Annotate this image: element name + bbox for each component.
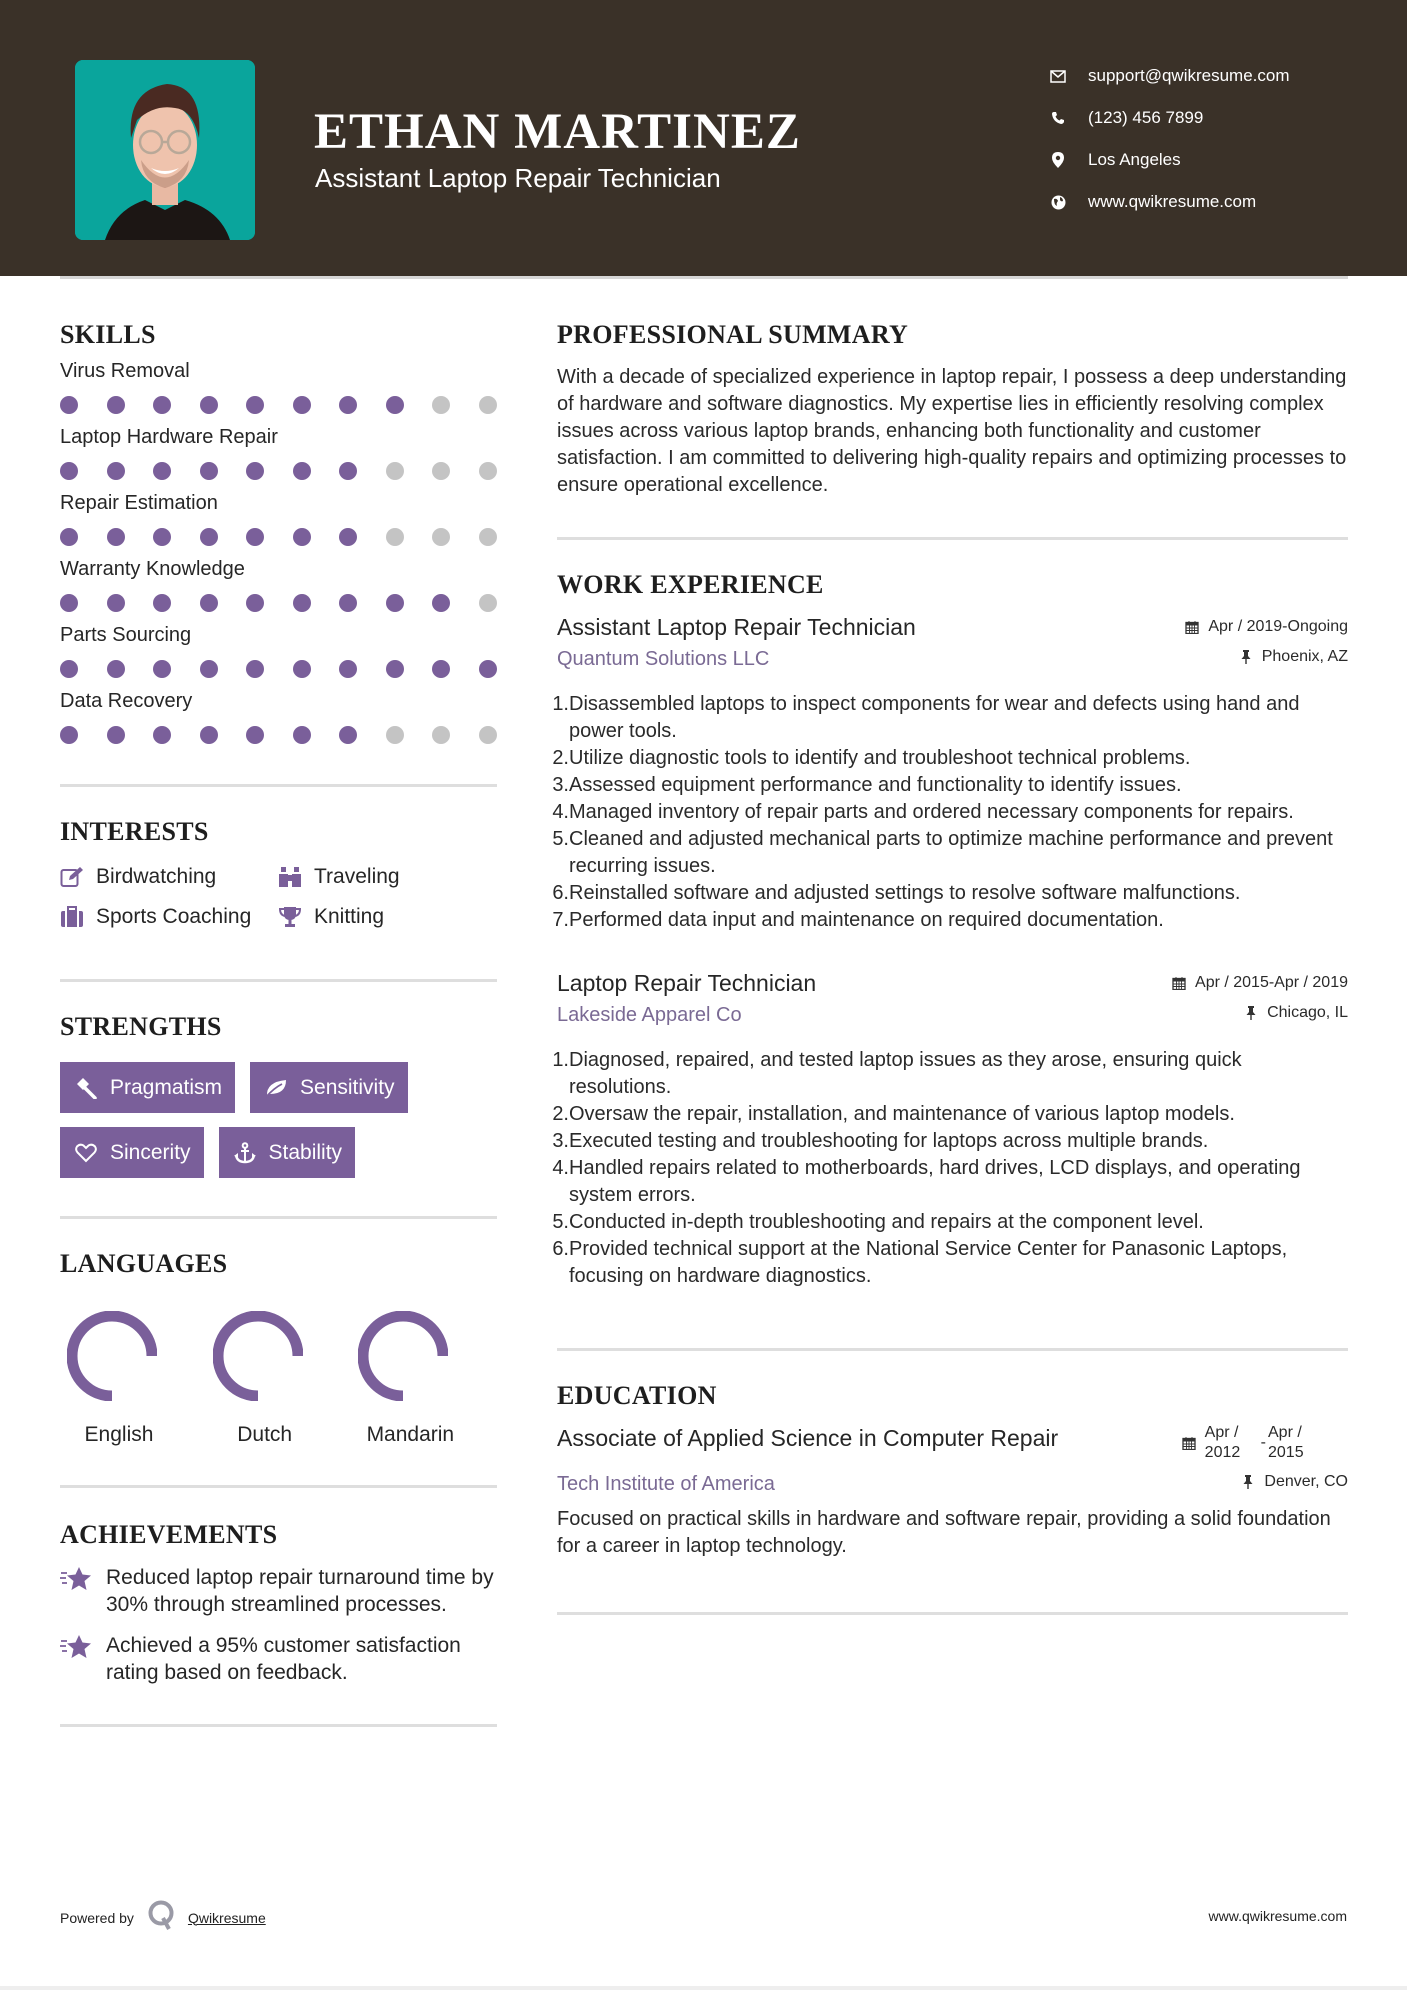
- language-label: Dutch: [237, 1423, 293, 1446]
- job-location-text: Phoenix, AZ: [1261, 648, 1348, 665]
- gavel-icon: [74, 1076, 98, 1100]
- qwikresume-logo-icon: [148, 1900, 176, 1935]
- candidate-title: Assistant Laptop Repair Technician: [315, 163, 721, 193]
- pushpin-icon: [1240, 1474, 1256, 1490]
- qwikresume-link[interactable]: Qwikresume: [187, 1909, 266, 1926]
- skills-section: [60, 320, 497, 744]
- bullet-item: 1. Diagnosed, repaired, and tested laptop issues as they arose, ensuring quick resolutions.: [552, 1049, 1242, 1098]
- rating-dot-filled: [293, 396, 311, 414]
- company-name: Quantum Solutions LLC: [557, 648, 770, 670]
- calendar-icon: [1184, 619, 1200, 635]
- bullet-item: 1. Disassembled laptops to inspect components for wear and defects using hand and power tools.: [552, 693, 1300, 742]
- rating-dot-filled: [293, 594, 311, 612]
- language-label: English: [84, 1423, 154, 1446]
- rating-dot-filled: [153, 594, 171, 612]
- resume-header: [0, 0, 1407, 276]
- strengths-list: [60, 1062, 497, 1178]
- right-column: [552, 320, 1348, 1615]
- rating-dot-filled: [153, 462, 171, 480]
- skill-item: [60, 426, 497, 480]
- contact-phone[interactable]: [1050, 97, 1290, 139]
- education-description: Focused on practical skills in hardware and software repair, providing a solid foundation for a career in laptop technology.: [557, 1508, 1331, 1557]
- language-label: Mandarin: [366, 1423, 455, 1446]
- achievement-text: Achieved a 95% customer satisfaction rating based on feedback.: [106, 1634, 461, 1684]
- rating-dot-filled: [339, 660, 357, 678]
- rating-dot-filled: [246, 726, 264, 744]
- leaf-icon: [264, 1076, 288, 1100]
- rating-dot-filled: [339, 726, 357, 744]
- powered-by-label: Powered by: [60, 1909, 134, 1926]
- languages-section: [60, 1249, 497, 1447]
- rating-dot-filled: [479, 660, 497, 678]
- skill-rating: [60, 528, 497, 546]
- job-title: Laptop Repair Technician: [557, 970, 817, 996]
- rating-dot-filled: [246, 396, 264, 414]
- calendar-icon: [1181, 1435, 1197, 1451]
- job-header: [557, 612, 1348, 642]
- rating-dot-empty: [479, 462, 497, 480]
- rating-dot-filled: [293, 528, 311, 546]
- education-location: [1240, 1473, 1348, 1491]
- rating-dot-filled: [246, 462, 264, 480]
- education-location-text: Denver, CO: [1264, 1473, 1348, 1490]
- header-divider: [60, 276, 1348, 279]
- bullet-item: 4. Managed inventory of repair parts and ordered necessary components for repairs.: [552, 801, 1294, 823]
- rating-dot-filled: [293, 462, 311, 480]
- contact-location: [1050, 139, 1290, 181]
- skill-rating: [60, 594, 497, 612]
- languages-list: [60, 1311, 497, 1447]
- rating-dot-filled: [60, 660, 78, 678]
- languages-heading: LANGUAGES: [60, 1249, 228, 1278]
- job-dates: [1184, 618, 1348, 636]
- globe-icon: [1050, 194, 1066, 210]
- bullet-item: 6. Provided technical support at the National Service Center for Panasonic Laptops, focusing on hardware diagnostics.: [552, 1238, 1288, 1287]
- summary-text: With a decade of specialized experience in laptop repair, I possess a deep understanding of hardware and software diagnostics. My expertise lies in efficiently resolving complex issues across various laptop brands, enhancing both functionality and customer satisfaction. I am committed to delivering high-quality repairs and optimizing processes to ensure operational excellence.: [557, 366, 1347, 496]
- rating-dot-filled: [386, 660, 404, 678]
- rating-dot-filled: [153, 528, 171, 546]
- left-column: [60, 320, 497, 1727]
- rating-dot-filled: [107, 660, 125, 678]
- education-subheader: [557, 1473, 1348, 1496]
- bullet-item: 3. Executed testing and troubleshooting for laptops across multiple brands.: [552, 1130, 1209, 1152]
- rating-dot-filled: [246, 594, 264, 612]
- location-text: Los Angeles: [1088, 150, 1181, 169]
- strength-label: Pragmatism: [110, 1075, 223, 1099]
- job-subheader: [557, 1004, 1348, 1027]
- skill-rating: [60, 660, 497, 678]
- progress-ring-icon: [67, 1311, 157, 1401]
- education-heading: EDUCATION: [557, 1381, 717, 1410]
- rating-dot-filled: [107, 726, 125, 744]
- edit-icon: [60, 865, 86, 889]
- rating-dot-filled: [60, 528, 78, 546]
- language-item: [60, 1311, 206, 1447]
- education-end: Apr / 2015: [1268, 1424, 1304, 1461]
- bullet-item: 3. Assessed equipment performance and functionality to identify issues.: [552, 774, 1182, 796]
- rating-dot-empty: [432, 396, 450, 414]
- binoculars-icon: [278, 865, 304, 889]
- skill-item: [60, 360, 497, 414]
- bullet-item: 5. Conducted in-depth troubleshooting and repairs at the component level.: [552, 1211, 1204, 1233]
- rating-dot-filled: [200, 594, 218, 612]
- skill-item: [60, 624, 497, 678]
- strength-label: Sincerity: [110, 1140, 191, 1164]
- contact-list: [1050, 55, 1290, 223]
- rating-dot-filled: [432, 660, 450, 678]
- interests-list: [60, 865, 497, 929]
- phone-icon: [1050, 110, 1066, 126]
- job-dates-text: Apr / 2015-Apr / 2019: [1195, 974, 1348, 991]
- footer-website-link[interactable]: www.qwikresume.com: [1208, 1908, 1347, 1924]
- interest-label: Traveling: [314, 865, 400, 888]
- website-text: www.qwikresume.com: [1088, 192, 1257, 211]
- interests-heading: INTERESTS: [60, 817, 209, 846]
- rating-dot-empty: [432, 726, 450, 744]
- contact-email[interactable]: [1050, 55, 1290, 97]
- skills-heading: SKILLS: [60, 320, 156, 349]
- interests-section: [60, 817, 497, 929]
- achievements-heading: ACHIEVEMENTS: [60, 1520, 278, 1549]
- rating-dot-filled: [339, 396, 357, 414]
- pushpin-icon: [1243, 1005, 1259, 1021]
- rating-dot-filled: [60, 594, 78, 612]
- degree-title: Associate of Applied Science in Computer Repair: [557, 1425, 1059, 1451]
- section-divider: [557, 1612, 1348, 1615]
- interest-label: Knitting: [314, 905, 385, 928]
- progress-ring-icon: [213, 1311, 303, 1401]
- rating-dot-filled: [339, 462, 357, 480]
- strengths-section: [60, 1012, 497, 1178]
- candidate-name: ETHAN MARTINEZ: [314, 104, 801, 160]
- skill-label: Laptop Hardware Repair: [60, 426, 278, 448]
- skill-label: Parts Sourcing: [60, 624, 192, 646]
- rating-dot-filled: [200, 462, 218, 480]
- rating-dot-empty: [386, 528, 404, 546]
- rating-dot-empty: [479, 594, 497, 612]
- trophy-icon: [278, 905, 304, 929]
- heart-icon: [74, 1141, 98, 1165]
- company-name: Lakeside Apparel Co: [557, 1004, 742, 1026]
- rating-dot-empty: [386, 462, 404, 480]
- job-bullets: [552, 1047, 1348, 1290]
- skill-label: Warranty Knowledge: [60, 558, 245, 580]
- rating-dot-filled: [432, 594, 450, 612]
- person-photo-icon: [75, 60, 255, 240]
- school-name: Tech Institute of America: [557, 1473, 775, 1495]
- skill-label: Repair Estimation: [60, 492, 218, 514]
- job-location-text: Chicago, IL: [1267, 1004, 1348, 1021]
- section-divider: [60, 1485, 497, 1488]
- achievement-item: [60, 1564, 497, 1618]
- section-divider: [60, 1216, 497, 1219]
- rating-dot-empty: [479, 726, 497, 744]
- rating-dot-filled: [107, 594, 125, 612]
- anchor-icon: [233, 1141, 257, 1165]
- job-title: Assistant Laptop Repair Technician: [557, 614, 916, 640]
- section-divider: [60, 979, 497, 982]
- skill-label: Data Recovery: [60, 690, 193, 712]
- pushpin-icon: [1238, 649, 1254, 665]
- rating-dot-filled: [60, 396, 78, 414]
- star-icon: [60, 1566, 92, 1594]
- suitcase-icon: [60, 905, 86, 929]
- bullet-item: 6. Reinstalled software and adjusted settings to resolve software malfunctions.: [552, 882, 1241, 904]
- interest-item: [278, 905, 478, 929]
- rating-dot-filled: [60, 462, 78, 480]
- job-entry: [552, 612, 1348, 934]
- skill-item: [60, 690, 497, 744]
- skill-item: [60, 558, 497, 612]
- section-divider: [60, 784, 497, 787]
- contact-website[interactable]: [1050, 181, 1290, 223]
- skill-label: Virus Removal: [60, 360, 190, 382]
- bullet-item: 7. Performed data input and maintenance on required documentation.: [552, 909, 1164, 931]
- bullet-item: 2. Oversaw the repair, installation, and maintenance of various laptop models.: [552, 1103, 1235, 1125]
- rating-dot-filled: [386, 594, 404, 612]
- bullet-item: 2. Utilize diagnostic tools to identify and troubleshoot technical problems.: [552, 747, 1191, 769]
- rating-dot-filled: [153, 726, 171, 744]
- interest-item: [60, 865, 278, 889]
- rating-dot-empty: [479, 528, 497, 546]
- job-dates-text: Apr / 2019-Ongoing: [1208, 618, 1348, 635]
- skill-rating: [60, 462, 497, 480]
- rating-dot-filled: [200, 726, 218, 744]
- rating-dot-filled: [60, 726, 78, 744]
- strength-label: Stability: [268, 1140, 343, 1164]
- language-item: [351, 1311, 497, 1447]
- job-dates: [1171, 974, 1348, 992]
- rating-dot-filled: [107, 396, 125, 414]
- job-bullets: [552, 691, 1348, 934]
- rating-dot-empty: [432, 528, 450, 546]
- rating-dot-empty: [386, 726, 404, 744]
- skills-list: [60, 360, 497, 744]
- date-separator: -: [1260, 1434, 1266, 1451]
- summary-section: [557, 320, 1348, 499]
- achievement-text: Reduced laptop repair turnaround time by 30% through streamlined processes.: [106, 1566, 494, 1616]
- bullet-item: 5. Cleaned and adjusted mechanical parts to optimize machine performance and prevent recurring issues.: [552, 828, 1333, 877]
- rating-dot-filled: [153, 660, 171, 678]
- interest-item: [60, 905, 278, 929]
- education-section: [557, 1381, 1348, 1560]
- skill-rating: [60, 726, 497, 744]
- map-pin-icon: [1050, 152, 1066, 168]
- rating-dot-filled: [246, 660, 264, 678]
- skill-rating: [60, 396, 497, 414]
- section-divider: [557, 537, 1348, 540]
- achievements-section: [60, 1520, 497, 1686]
- job-location: [1238, 648, 1348, 666]
- envelope-icon: [1050, 68, 1066, 84]
- progress-ring-icon: [358, 1311, 448, 1401]
- experience-section: [552, 570, 1348, 1290]
- achievement-item: [60, 1632, 497, 1686]
- section-divider: [557, 1348, 1348, 1351]
- interest-label: Birdwatching: [96, 865, 217, 888]
- rating-dot-filled: [293, 726, 311, 744]
- job-location: [1243, 1004, 1348, 1022]
- rating-dot-filled: [200, 660, 218, 678]
- rating-dot-filled: [293, 660, 311, 678]
- page-bottom-edge: [0, 1986, 1407, 1990]
- phone-text: (123) 456 7899: [1088, 108, 1204, 127]
- rating-dot-filled: [200, 528, 218, 546]
- interest-item: [278, 865, 478, 889]
- email-text: support@qwikresume.com: [1088, 66, 1290, 85]
- strength-chip: [60, 1127, 204, 1178]
- experience-heading: WORK EXPERIENCE: [557, 570, 824, 599]
- interest-label: Sports Coaching: [96, 905, 252, 928]
- rating-dot-filled: [107, 528, 125, 546]
- education-header: [557, 1423, 1348, 1463]
- rating-dot-filled: [246, 528, 264, 546]
- strength-chip: [60, 1062, 235, 1113]
- rating-dot-filled: [200, 396, 218, 414]
- footer-powered-by: [60, 1900, 266, 1935]
- rating-dot-filled: [107, 462, 125, 480]
- rating-dot-filled: [153, 396, 171, 414]
- job-header: [557, 968, 1348, 998]
- profile-photo: [75, 60, 255, 240]
- job-subheader: [557, 648, 1348, 671]
- bullet-item: 4. Handled repairs related to motherboards, hard drives, LCD displays, and operating system errors.: [552, 1157, 1301, 1206]
- strength-label: Sensitivity: [300, 1075, 395, 1099]
- job-entry: [552, 968, 1348, 1290]
- rating-dot-empty: [432, 462, 450, 480]
- strength-chip: [219, 1127, 356, 1178]
- strengths-heading: STRENGTHS: [60, 1012, 222, 1041]
- education-start: Apr / 2012: [1204, 1424, 1241, 1461]
- skill-item: [60, 492, 497, 546]
- summary-heading: PROFESSIONAL SUMMARY: [557, 320, 909, 349]
- calendar-icon: [1171, 975, 1187, 991]
- strength-chip: [250, 1062, 408, 1113]
- education-dates: [1181, 1423, 1312, 1463]
- section-divider: [60, 1724, 497, 1727]
- rating-dot-filled: [339, 594, 357, 612]
- rating-dot-filled: [339, 528, 357, 546]
- language-item: [206, 1311, 352, 1447]
- star-icon: [60, 1634, 92, 1662]
- rating-dot-filled: [386, 396, 404, 414]
- rating-dot-empty: [479, 396, 497, 414]
